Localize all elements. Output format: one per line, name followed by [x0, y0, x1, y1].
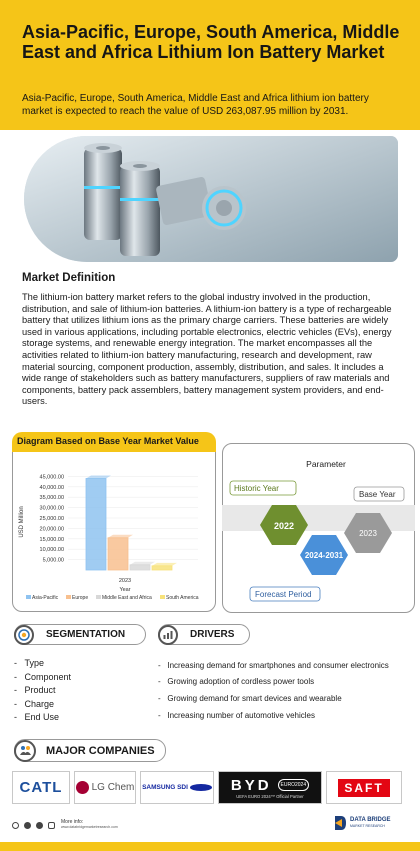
companies-pill [14, 739, 166, 762]
euro-badge-icon: EURO2024 [278, 779, 310, 791]
definition-title: Market Definition [22, 272, 116, 284]
legend-label: Europe [72, 595, 89, 601]
chart-legend [26, 595, 199, 601]
footer-band [0, 842, 420, 851]
handshake-icon [14, 740, 36, 762]
list-item: - Growing adoption of cordless power tools [158, 677, 315, 686]
battery-cell-icon [120, 161, 160, 256]
legend-swatch [96, 595, 101, 599]
catl-logo: CATL [12, 771, 70, 804]
x-axis-label: Year [119, 587, 131, 593]
brand-name: DATA BRIDGE [350, 817, 391, 823]
lg-face-icon [76, 781, 89, 794]
battery-cell-icon [84, 143, 122, 240]
bar-series [86, 475, 177, 570]
definition-body: The lithium-ion battery market refers to the global industry involved in the production, distribution, and sale of lithium-ion batteries. A lithium-ion battery is a type of rechargeable battery that utilizes lithium ions as the primary charge carriers. These batteries are widely used in various applications, including portable electronics, electric vehicles (EVs), energy storage systems, and renewable energy integration. The market encompasses all the activities related to lithium-ion battery manufacturing, research and development, raw material sourcing, component production, assembly, distribution, and sales. It includes a wide range of stakeholders such as battery manufacturers, suppliers of raw materials and components, battery pack assemblers, battery management system providers, and end-users. [22, 292, 392, 407]
samsung-ellipse-icon [190, 784, 212, 791]
facebook-icon[interactable] [24, 822, 31, 829]
page-subtitle: Asia-Pacific, Europe, South America, Middle East and Africa lithium ion battery market is expected to reach the value of USD 263,087.95 million by 2031. [22, 93, 369, 117]
instagram-icon[interactable] [48, 822, 55, 829]
list-item: - Increasing number of automotive vehicles [158, 711, 315, 720]
y-axis-label: USD Million [19, 506, 25, 538]
bar-asia-pacific [86, 478, 106, 570]
legend-swatch [160, 595, 165, 599]
drivers-title: DRIVERS [190, 629, 235, 640]
data-bridge-logo [333, 815, 391, 831]
list-item: - Charge [14, 698, 55, 709]
segmentation-title: SEGMENTATION [46, 629, 126, 640]
segmentation-list [14, 657, 71, 725]
y-tick-label: 20,000.00 [39, 526, 64, 533]
gear-chart-icon [158, 625, 178, 645]
list-item: - Increasing demand for smartphones and consumer electronics [158, 661, 389, 670]
bar-south-america [152, 566, 172, 570]
parameter-diagram [222, 443, 415, 613]
drivers-list [158, 662, 416, 728]
forecast-period-label: Forecast Period [255, 590, 312, 599]
y-tick-label: 45,000.00 [39, 474, 64, 481]
more-info-label: More info: [61, 819, 84, 825]
saft-logo: SAFT [326, 771, 402, 804]
bar-europe [108, 538, 128, 570]
forecast-period-value: 2024-2031 [304, 551, 344, 560]
data-bridge-mark-icon [333, 815, 347, 831]
base-year-label: Base Year [359, 490, 396, 499]
samsung-sdi-logo: SAMSUNG SDI [140, 771, 214, 804]
historic-year-label: Historic Year [234, 484, 279, 493]
page-title: Asia-Pacific, Europe, South America, Middle East and Africa Lithium Ion Battery Market [22, 22, 400, 62]
y-tick-label: 15,000.00 [39, 536, 64, 543]
website-link[interactable]: www.databridgemarketresearch.com [61, 825, 118, 829]
lg-chem-logo: LG Chem [74, 771, 136, 804]
y-tick-label: 25,000.00 [39, 516, 64, 522]
list-item: - End Use [14, 712, 60, 723]
target-icon [14, 625, 34, 645]
bar-top-face [108, 535, 133, 538]
battery-banner-image [24, 136, 398, 262]
legend-swatch [66, 595, 71, 599]
historic-year-value: 2022 [273, 521, 295, 531]
twitter-icon[interactable] [36, 822, 43, 829]
y-tick-label: 5,000.00 [42, 557, 64, 564]
legend-swatch [26, 595, 31, 599]
legend-label: Middle East and Africa [102, 595, 152, 601]
social-links [12, 820, 118, 830]
bar-top-face [86, 475, 111, 478]
list-item: - Component [14, 671, 72, 682]
brand-subtitle: MARKET RESEARCH [350, 824, 385, 828]
byd-logo: BYD EURO2024 UEFA EURO 2024™ Official Partner [218, 771, 322, 804]
y-tick-label: 35,000.00 [39, 495, 64, 502]
y-tick-label: 30,000.00 [39, 505, 64, 512]
share-icon[interactable] [12, 822, 19, 829]
drivers-pill [158, 624, 250, 645]
bar-top-face [152, 563, 177, 566]
market-value-chart [12, 452, 216, 610]
segmentation-pill [14, 624, 146, 645]
list-item: - Growing demand for smart devices and wearable [158, 694, 342, 703]
y-tick-label: 40,000.00 [39, 484, 64, 491]
bar-top-face [130, 562, 155, 565]
y-tick-label: 10,000.00 [39, 547, 64, 554]
companies-title: MAJOR COMPANIES [46, 744, 155, 757]
legend-label: Asia-Pacific [32, 595, 59, 601]
bar-middle-east-and-africa [130, 565, 150, 570]
list-item: - Product [14, 685, 56, 696]
x-tick-label: 2023 [118, 578, 132, 584]
base-year-value: 2023 [359, 529, 377, 538]
diagram-header: Diagram Based on Base Year Market Value [12, 432, 216, 452]
legend-label: South America [166, 595, 199, 601]
parameter-title: Parameter [306, 459, 346, 469]
list-item: - Type [14, 658, 45, 668]
